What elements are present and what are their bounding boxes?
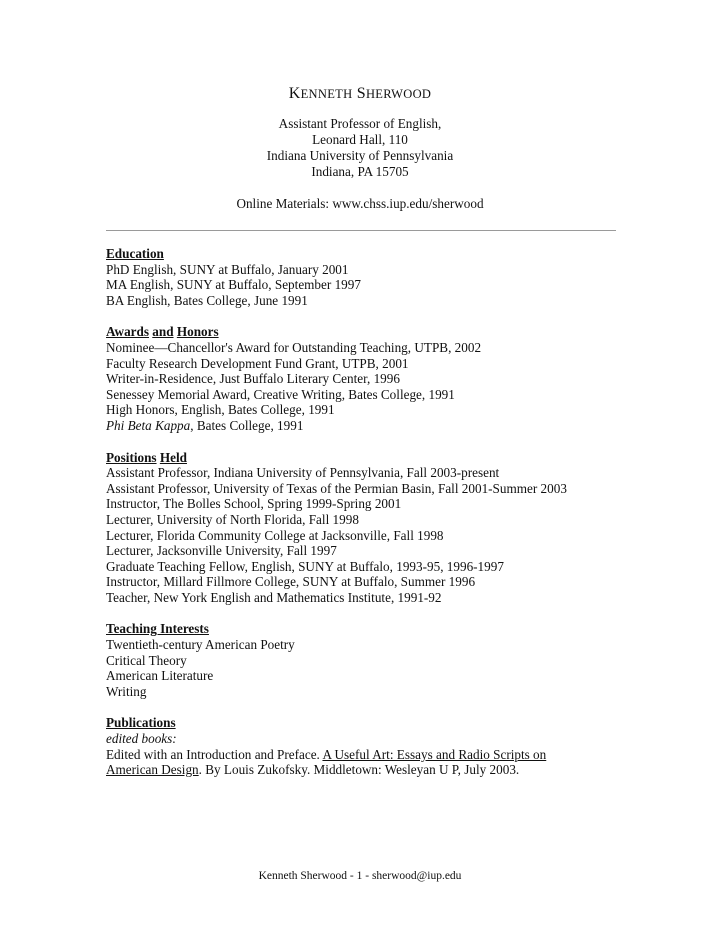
section-title: Publications <box>106 715 176 731</box>
publications-subhead: edited books: <box>106 731 177 747</box>
address-block <box>0 116 720 180</box>
address-line: Leonard Hall, 110 <box>312 132 408 147</box>
award-item: Senessey Memorial Award, Creative Writing, Bates College, 1991 <box>106 386 455 402</box>
publications-section <box>106 715 626 777</box>
section-title: Education <box>106 246 164 261</box>
position-item: Assistant Professor, Indiana University of Pennsylvania, Fall 2003-present <box>106 465 500 481</box>
section-title: Awards and Honors <box>106 324 219 340</box>
position-item: Instructor, Millard Fillmore College, SUNY at Buffalo, Summer 1996 <box>106 574 476 590</box>
publication-title: A Useful Art: Essays and Radio Scripts on American Design <box>106 746 547 778</box>
education-item: PhD English, SUNY at Buffalo, January 2001 <box>106 261 349 277</box>
cv-header <box>0 84 720 212</box>
publication-entry: Edited with an Introduction and Preface. A Useful Art: Essays and Radio Scripts on American Design. By Louis Zukofsky. Middletown: Wesleyan U P, July 2003. <box>106 746 547 778</box>
teaching-item: American Literature <box>106 668 214 684</box>
cv-body <box>106 246 626 794</box>
address-line: Assistant Professor of English, <box>278 116 442 131</box>
teaching-item: Twentieth-century American Poetry <box>106 637 295 653</box>
education-item: MA English, SUNY at Buffalo, September 1997 <box>106 277 361 293</box>
section-title: Positions Held <box>106 449 187 465</box>
position-item: Lecturer, University of North Florida, Fall 1998 <box>106 511 359 527</box>
teaching-item: Writing <box>106 683 147 699</box>
positions-section <box>106 450 626 606</box>
awards-section <box>106 324 626 433</box>
position-item: Assistant Professor, University of Texas of the Permian Basin, Fall 2001-Summer 2003 <box>106 480 567 496</box>
author-name: KENNETH SHERWOOD <box>288 85 432 102</box>
education-item: BA English, Bates College, June 1991 <box>106 292 308 308</box>
position-item: Graduate Teaching Fellow, English, SUNY at Buffalo, 1993-95, 1996-1997 <box>106 558 504 574</box>
position-item: Lecturer, Florida Community College at Jacksonville, Fall 1998 <box>106 527 444 543</box>
teaching-section <box>106 621 626 699</box>
award-item: Writer-in-Residence, Just Buffalo Literary Center, 1996 <box>106 371 400 387</box>
position-item: Instructor, The Bolles School, Spring 1999-Spring 2001 <box>106 496 402 512</box>
address-line: Indiana University of Pennsylvania <box>266 148 454 163</box>
position-item: Lecturer, Jacksonville University, Fall 1997 <box>106 543 337 559</box>
education-section <box>106 246 626 308</box>
online-materials: Online Materials: www.chss.iup.edu/sherwood <box>236 196 484 211</box>
award-item: Nominee—Chancellor's Award for Outstanding Teaching, UTPB, 2002 <box>106 339 482 355</box>
section-title: Teaching Interests <box>106 621 209 637</box>
award-item: High Honors, English, Bates College, 1991 <box>106 402 335 418</box>
position-item: Teacher, New York English and Mathematics Institute, 1991-92 <box>106 589 442 605</box>
award-item: Faculty Research Development Fund Grant, UTPB, 2001 <box>106 355 409 371</box>
award-item: Phi Beta Kappa, Bates College, 1991 <box>106 417 304 433</box>
address-line: Indiana, PA 15705 <box>311 164 409 179</box>
page-footer: Kenneth Sherwood - 1 - sherwood@iup.edu <box>258 870 462 882</box>
teaching-item: Critical Theory <box>106 652 187 668</box>
header-divider <box>106 230 616 231</box>
